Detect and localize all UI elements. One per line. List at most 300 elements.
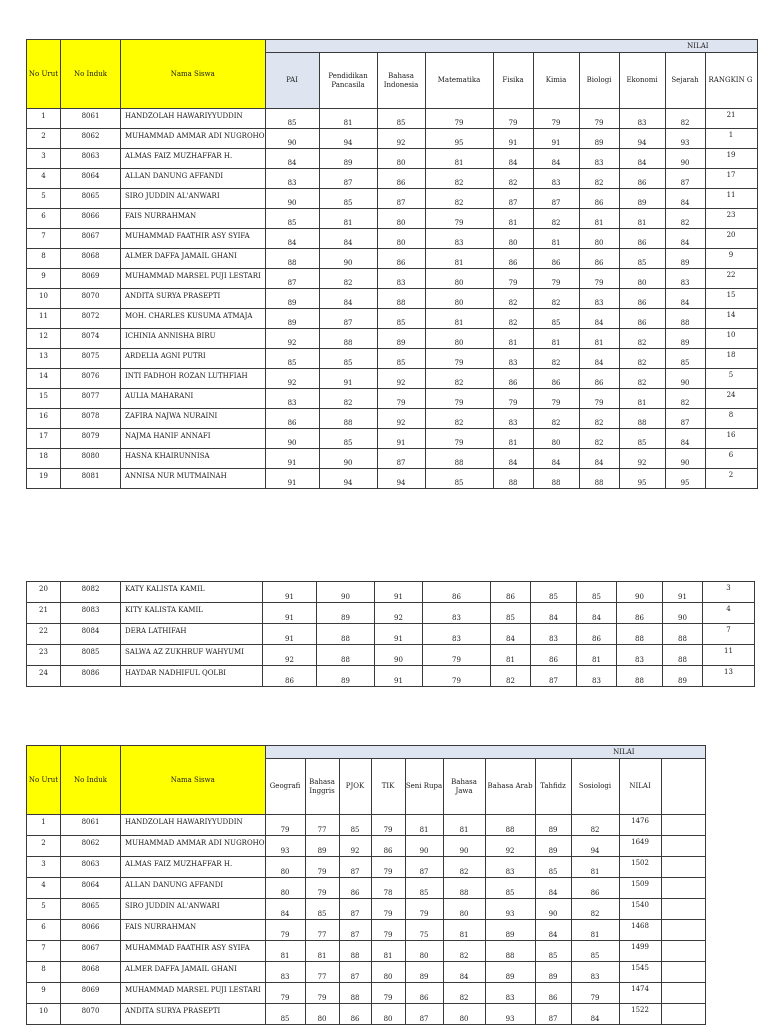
cell-no-urut: 12 <box>27 329 61 349</box>
cell-no-induk: 8072 <box>61 309 121 329</box>
cell-score: 86 <box>619 309 665 329</box>
cell-rangking: 6 <box>705 449 757 469</box>
cell-no-induk: 8070 <box>61 289 121 309</box>
cell-score: 79 <box>405 899 443 920</box>
cell-no-induk: 8061 <box>61 815 121 836</box>
cell-score: 82 <box>579 429 619 449</box>
cell-nama-siswa: ALMER DAFFA JAMAIL GHANI <box>121 962 266 983</box>
cell-score: 85 <box>619 429 665 449</box>
cell-score: 80 <box>443 1004 485 1025</box>
cell-score: 85 <box>485 878 535 899</box>
cell-no-induk: 8075 <box>61 349 121 369</box>
header-subject: PAI <box>265 53 319 109</box>
cell-no-urut: 19 <box>27 469 61 489</box>
table-row <box>27 129 758 149</box>
header-subject: NILAI <box>619 759 661 815</box>
table-row <box>27 603 755 624</box>
cell-nama-siswa: MUHAMMAD MARSEL PUJI LESTARI <box>121 269 266 289</box>
cell-rangking: 15 <box>705 289 757 309</box>
table-row <box>27 666 755 687</box>
cell-score: 87 <box>665 409 705 429</box>
cell-no-induk: 8067 <box>61 941 121 962</box>
cell-score: 89 <box>265 289 319 309</box>
cell-rangking: 24 <box>705 389 757 409</box>
cell-score: 80 <box>579 229 619 249</box>
cell-score: 81 <box>443 920 485 941</box>
cell-score: 83 <box>493 409 533 429</box>
cell-score: 81 <box>619 389 665 409</box>
cell-score: 84 <box>265 149 319 169</box>
cell-no-urut: 8 <box>27 962 61 983</box>
cell-score: 86 <box>619 229 665 249</box>
cell-score: 80 <box>377 209 425 229</box>
cell-score: 84 <box>531 603 577 624</box>
cell-score: 75 <box>405 920 443 941</box>
cell-score: 90 <box>665 449 705 469</box>
cell-rangking: 10 <box>705 329 757 349</box>
cell-score: 95 <box>665 469 705 489</box>
cell-no-induk: 8081 <box>61 469 121 489</box>
cell-score: 81 <box>571 857 619 878</box>
cell-total-nilai: 1502 <box>619 857 661 878</box>
cell-nama-siswa: KATY KALISTA KAMIL <box>121 582 263 603</box>
cell-score: 80 <box>377 229 425 249</box>
cell-score: 81 <box>425 249 493 269</box>
cell-score: 84 <box>665 229 705 249</box>
table-row <box>27 109 758 129</box>
cell-blank <box>661 815 705 836</box>
cell-score: 81 <box>619 209 665 229</box>
cell-score: 79 <box>305 983 339 1004</box>
cell-score: 85 <box>425 469 493 489</box>
cell-no-induk: 8079 <box>61 429 121 449</box>
cell-score: 91 <box>493 129 533 149</box>
cell-score: 92 <box>485 836 535 857</box>
cell-no-urut: 5 <box>27 189 61 209</box>
cell-no-induk: 8066 <box>61 920 121 941</box>
cell-score: 82 <box>443 941 485 962</box>
cell-score: 85 <box>577 582 617 603</box>
cell-score: 94 <box>619 129 665 149</box>
cell-score: 89 <box>579 129 619 149</box>
table-row <box>27 429 758 449</box>
cell-score: 80 <box>305 1004 339 1025</box>
cell-score: 82 <box>533 409 579 429</box>
cell-no-urut: 14 <box>27 369 61 389</box>
cell-score: 89 <box>317 603 375 624</box>
table-row <box>27 309 758 329</box>
cell-score: 88 <box>317 645 375 666</box>
cell-score: 91 <box>375 624 423 645</box>
cell-no-urut: 15 <box>27 389 61 409</box>
cell-nama-siswa: ZAFIRA NAJWA NURAINI <box>121 409 266 429</box>
cell-score: 81 <box>319 209 377 229</box>
cell-nama-siswa: HAYDAR NADHIFUL QOLBI <box>121 666 263 687</box>
cell-score: 84 <box>535 878 571 899</box>
cell-score: 83 <box>617 645 663 666</box>
cell-score: 89 <box>485 920 535 941</box>
cell-score: 85 <box>571 941 619 962</box>
cell-score: 81 <box>265 941 305 962</box>
cell-score: 79 <box>533 109 579 129</box>
cell-score: 91 <box>319 369 377 389</box>
cell-score: 79 <box>493 109 533 129</box>
cell-nama-siswa: ICHINIA ANNISHA BIRU <box>121 329 266 349</box>
cell-score: 87 <box>531 666 577 687</box>
table-row <box>27 329 758 349</box>
cell-score: 82 <box>319 269 377 289</box>
cell-score: 84 <box>491 624 531 645</box>
cell-score: 91 <box>533 129 579 149</box>
cell-score: 80 <box>405 941 443 962</box>
cell-score: 86 <box>619 169 665 189</box>
cell-rangking: 4 <box>703 603 755 624</box>
cell-score: 79 <box>371 920 405 941</box>
cell-rangking: 21 <box>705 109 757 129</box>
cell-rangking: 20 <box>705 229 757 249</box>
cell-total-nilai: 1522 <box>619 1004 661 1025</box>
cell-score: 87 <box>319 169 377 189</box>
header-subject: Seni Rupa <box>405 759 443 815</box>
cell-score: 88 <box>665 309 705 329</box>
cell-no-induk: 8065 <box>61 899 121 920</box>
cell-score: 85 <box>265 1004 305 1025</box>
header-no-induk: No Induk <box>61 746 121 815</box>
cell-score: 82 <box>443 857 485 878</box>
cell-score: 88 <box>425 449 493 469</box>
cell-score: 86 <box>535 983 571 1004</box>
cell-score: 85 <box>377 349 425 369</box>
cell-score: 87 <box>339 920 371 941</box>
cell-score: 86 <box>339 1004 371 1025</box>
cell-score: 82 <box>533 209 579 229</box>
header-no-induk: No Induk <box>61 40 121 109</box>
cell-no-urut: 24 <box>27 666 61 687</box>
cell-nama-siswa: MUHAMMAD AMMAR ADI NUGROHO <box>121 129 266 149</box>
cell-score: 81 <box>405 815 443 836</box>
cell-no-induk: 8082 <box>61 582 121 603</box>
cell-score: 84 <box>665 189 705 209</box>
cell-total-nilai: 1545 <box>619 962 661 983</box>
cell-score: 91 <box>263 582 317 603</box>
cell-score: 88 <box>339 983 371 1004</box>
cell-rangking: 2 <box>705 469 757 489</box>
header-no-urut: No Urut <box>27 40 61 109</box>
cell-score: 95 <box>425 129 493 149</box>
cell-score: 84 <box>535 920 571 941</box>
cell-no-induk: 8078 <box>61 409 121 429</box>
cell-score: 83 <box>265 389 319 409</box>
cell-blank <box>661 836 705 857</box>
cell-rangking: 23 <box>705 209 757 229</box>
header-subject: Sosiologi <box>571 759 619 815</box>
cell-nama-siswa: AULIA MAHARANI <box>121 389 266 409</box>
table-row <box>27 815 706 836</box>
cell-score: 84 <box>665 289 705 309</box>
cell-score: 84 <box>571 1004 619 1025</box>
table-row <box>27 878 706 899</box>
cell-score: 77 <box>305 920 339 941</box>
cell-score: 90 <box>535 899 571 920</box>
cell-score: 82 <box>619 369 665 389</box>
cell-score: 85 <box>305 899 339 920</box>
cell-score: 87 <box>405 857 443 878</box>
table-row <box>27 962 706 983</box>
cell-score: 79 <box>371 899 405 920</box>
cell-blank <box>661 941 705 962</box>
cell-score: 85 <box>491 603 531 624</box>
cell-score: 84 <box>579 349 619 369</box>
cell-score: 91 <box>663 582 703 603</box>
cell-score: 87 <box>533 189 579 209</box>
header-subject: Tahfidz <box>535 759 571 815</box>
cell-score: 93 <box>485 899 535 920</box>
cell-score: 88 <box>579 469 619 489</box>
cell-nama-siswa: ALLAN DANUNG AFFANDI <box>121 878 266 899</box>
cell-no-urut: 6 <box>27 209 61 229</box>
cell-no-induk: 8068 <box>61 962 121 983</box>
cell-score: 85 <box>405 878 443 899</box>
table-row <box>27 899 706 920</box>
cell-score: 88 <box>319 409 377 429</box>
header-subject: Bahasa Inggris <box>305 759 339 815</box>
cell-score: 79 <box>533 389 579 409</box>
cell-score: 88 <box>663 624 703 645</box>
cell-score: 79 <box>493 389 533 409</box>
cell-score: 92 <box>377 409 425 429</box>
cell-score: 82 <box>493 169 533 189</box>
cell-nama-siswa: FAIS NURRAHMAN <box>121 209 266 229</box>
cell-score: 86 <box>571 878 619 899</box>
cell-score: 80 <box>425 289 493 309</box>
table-row <box>27 249 758 269</box>
cell-score: 85 <box>665 349 705 369</box>
table-row <box>27 169 758 189</box>
cell-rangking: 8 <box>705 409 757 429</box>
table-row <box>27 1004 706 1025</box>
cell-score: 81 <box>493 329 533 349</box>
cell-score: 80 <box>443 899 485 920</box>
cell-score: 91 <box>263 624 317 645</box>
cell-blank <box>661 1004 705 1025</box>
cell-score: 88 <box>339 941 371 962</box>
cell-score: 86 <box>531 645 577 666</box>
cell-score: 87 <box>665 169 705 189</box>
cell-score: 79 <box>493 269 533 289</box>
cell-score: 84 <box>443 962 485 983</box>
cell-nama-siswa: DERA LATHIFAH <box>121 624 263 645</box>
header-subject: TIK <box>371 759 405 815</box>
cell-nama-siswa: ALMAS FAIZ MUZHAFFAR H. <box>121 149 266 169</box>
cell-no-urut: 10 <box>27 1004 61 1025</box>
cell-score: 81 <box>533 329 579 349</box>
cell-no-urut: 13 <box>27 349 61 369</box>
cell-score: 85 <box>619 249 665 269</box>
cell-score: 80 <box>265 878 305 899</box>
cell-score: 78 <box>371 878 405 899</box>
cell-score: 93 <box>485 1004 535 1025</box>
header-nilai-group: NILAI <box>265 746 705 759</box>
cell-nama-siswa: ALMER DAFFA JAMAIL GHANI <box>121 249 266 269</box>
cell-score: 82 <box>493 309 533 329</box>
cell-rangking: 14 <box>705 309 757 329</box>
cell-score: 91 <box>265 449 319 469</box>
header-subject: Bahasa Jawa <box>443 759 485 815</box>
header-subject: Bahasa Arab <box>485 759 535 815</box>
cell-blank <box>661 962 705 983</box>
cell-score: 84 <box>319 289 377 309</box>
table-row <box>27 349 758 369</box>
cell-score: 87 <box>405 1004 443 1025</box>
cell-score: 79 <box>579 269 619 289</box>
cell-total-nilai: 1649 <box>619 836 661 857</box>
header-subject: Matematika <box>425 53 493 109</box>
cell-nama-siswa: ALMAS FAIZ MUZHAFFAR H. <box>121 857 266 878</box>
cell-score: 88 <box>377 289 425 309</box>
cell-score: 82 <box>425 189 493 209</box>
table-row <box>27 836 706 857</box>
table-row <box>27 449 758 469</box>
cell-score: 86 <box>619 289 665 309</box>
cell-score: 89 <box>665 249 705 269</box>
cell-score: 90 <box>443 836 485 857</box>
cell-no-urut: 8 <box>27 249 61 269</box>
cell-score: 92 <box>339 836 371 857</box>
cell-score: 88 <box>265 249 319 269</box>
cell-score: 83 <box>265 962 305 983</box>
header-subject: PJOK <box>339 759 371 815</box>
cell-score: 81 <box>579 209 619 229</box>
cell-score: 90 <box>319 449 377 469</box>
cell-score: 79 <box>305 878 339 899</box>
cell-no-urut: 18 <box>27 449 61 469</box>
header-subject: RANGKIN G <box>705 53 757 109</box>
cell-score: 88 <box>319 329 377 349</box>
cell-no-urut: 22 <box>27 624 61 645</box>
cell-score: 82 <box>665 389 705 409</box>
cell-score: 89 <box>377 329 425 349</box>
cell-score: 80 <box>619 269 665 289</box>
cell-score: 84 <box>619 149 665 169</box>
cell-score: 85 <box>531 582 577 603</box>
cell-rangking: 9 <box>705 249 757 269</box>
cell-score: 79 <box>265 983 305 1004</box>
cell-score: 77 <box>305 962 339 983</box>
cell-score: 82 <box>533 349 579 369</box>
cell-score: 83 <box>265 169 319 189</box>
cell-nama-siswa: HANDZOLAH HAWARIYYUDDIN <box>121 109 266 129</box>
cell-score: 85 <box>377 109 425 129</box>
cell-no-urut: 7 <box>27 229 61 249</box>
cell-score: 87 <box>319 309 377 329</box>
cell-score: 79 <box>425 209 493 229</box>
cell-score: 79 <box>423 645 491 666</box>
cell-score: 83 <box>377 269 425 289</box>
cell-score: 82 <box>425 169 493 189</box>
cell-score: 88 <box>619 409 665 429</box>
cell-score: 85 <box>535 857 571 878</box>
cell-blank <box>661 878 705 899</box>
cell-no-induk: 8077 <box>61 389 121 409</box>
cell-rangking: 19 <box>705 149 757 169</box>
cell-score: 85 <box>535 941 571 962</box>
table-row <box>27 941 706 962</box>
grades-table-part1 <box>26 39 758 489</box>
cell-total-nilai: 1474 <box>619 983 661 1004</box>
cell-score: 86 <box>423 582 491 603</box>
grades-table-part2 <box>26 581 755 687</box>
cell-score: 94 <box>319 469 377 489</box>
cell-score: 90 <box>663 603 703 624</box>
cell-score: 81 <box>371 941 405 962</box>
cell-rangking: 17 <box>705 169 757 189</box>
cell-score: 91 <box>375 666 423 687</box>
cell-score: 84 <box>265 899 305 920</box>
cell-score: 79 <box>377 389 425 409</box>
cell-score: 89 <box>535 815 571 836</box>
cell-score: 85 <box>319 429 377 449</box>
cell-score: 86 <box>377 249 425 269</box>
cell-no-induk: 8085 <box>61 645 121 666</box>
cell-score: 90 <box>319 249 377 269</box>
cell-score: 86 <box>579 369 619 389</box>
cell-score: 87 <box>339 899 371 920</box>
cell-score: 83 <box>619 109 665 129</box>
cell-score: 89 <box>405 962 443 983</box>
cell-nama-siswa: HANDZOLAH HAWARIYYUDDIN <box>121 815 266 836</box>
table-row <box>27 857 706 878</box>
cell-nama-siswa: ALLAN DANUNG AFFANDI <box>121 169 266 189</box>
cell-score: 84 <box>577 603 617 624</box>
cell-score: 90 <box>317 582 375 603</box>
cell-score: 92 <box>377 129 425 149</box>
cell-score: 95 <box>619 469 665 489</box>
cell-score: 92 <box>377 369 425 389</box>
cell-no-urut: 21 <box>27 603 61 624</box>
cell-score: 89 <box>535 836 571 857</box>
grades-table-part3 <box>26 745 706 1025</box>
cell-score: 86 <box>371 836 405 857</box>
header-no-urut: No Urut <box>27 746 61 815</box>
cell-no-urut: 5 <box>27 899 61 920</box>
header-subject: Bahasa Indonesia <box>377 53 425 109</box>
cell-score: 80 <box>371 962 405 983</box>
cell-score: 83 <box>571 962 619 983</box>
header-nama-siswa: Nama Siswa <box>121 40 266 109</box>
cell-nama-siswa: MUHAMMAD FAATHIR ASY SYIFA <box>121 229 266 249</box>
cell-nama-siswa: ANNISA NUR MUTMAINAH <box>121 469 266 489</box>
cell-score: 79 <box>371 815 405 836</box>
cell-score: 82 <box>665 109 705 129</box>
cell-score: 91 <box>263 603 317 624</box>
cell-rangking: 11 <box>705 189 757 209</box>
cell-score: 84 <box>493 449 533 469</box>
cell-rangking: 18 <box>705 349 757 369</box>
cell-no-urut: 2 <box>27 836 61 857</box>
cell-score: 83 <box>493 349 533 369</box>
cell-score: 81 <box>493 209 533 229</box>
cell-score: 82 <box>493 289 533 309</box>
cell-score: 79 <box>425 109 493 129</box>
cell-score: 82 <box>619 329 665 349</box>
cell-score: 93 <box>265 836 305 857</box>
cell-score: 86 <box>265 409 319 429</box>
header-blank <box>661 759 705 815</box>
cell-no-urut: 6 <box>27 920 61 941</box>
cell-no-urut: 20 <box>27 582 61 603</box>
cell-score: 81 <box>577 645 617 666</box>
header-nilai-group: NILAI <box>265 40 757 53</box>
